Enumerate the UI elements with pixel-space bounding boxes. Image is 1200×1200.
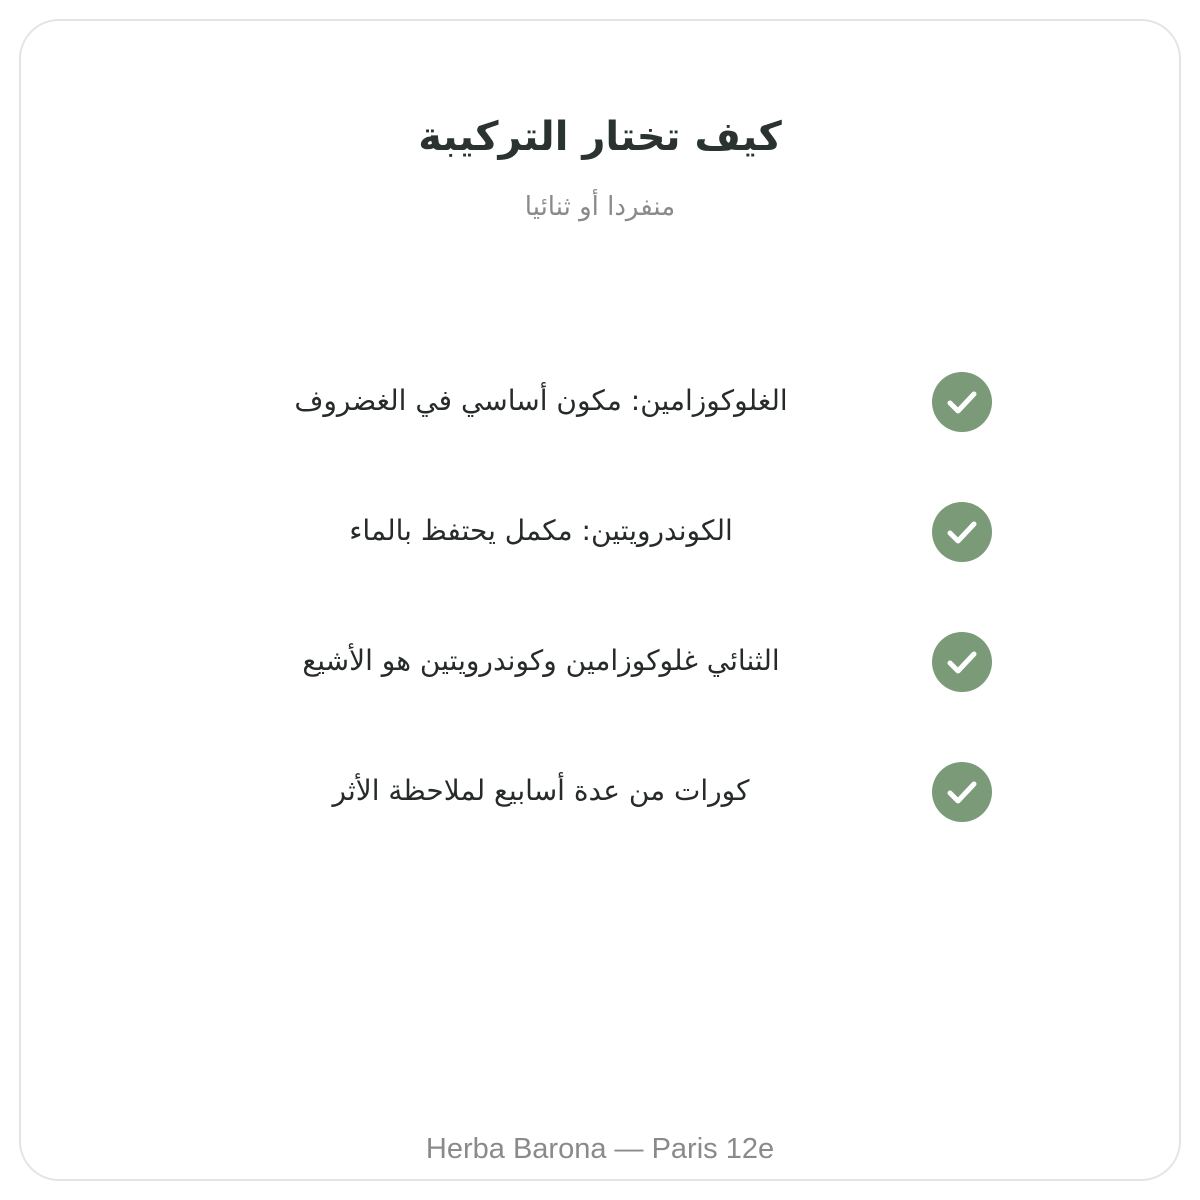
checklist-item — [21, 499, 1183, 563]
footer-brand: Herba Barona — Paris 12e — [425, 1133, 775, 1165]
content-card — [19, 19, 1181, 1181]
checklist-item-label: الكوندرويتين: مكمل يحتفظ بالماء — [349, 514, 733, 547]
check-circle-icon — [931, 761, 993, 823]
checklist-item-label: كورات من عدة أسابيع لملاحظة الأثر — [332, 774, 750, 807]
checklist-item — [21, 759, 1183, 823]
page-title: كيف تختار التركيبة — [418, 114, 782, 160]
checklist-item — [21, 369, 1183, 433]
check-circle-icon — [931, 631, 993, 693]
checklist-item-label: الغلوكوزامين: مكون أساسي في الغضروف — [294, 384, 788, 417]
check-circle-icon — [931, 371, 993, 433]
page-subtitle: منفردا أو ثنائيا — [524, 192, 676, 222]
checklist-item-label: الثنائي غلوكوزامين وكوندرويتين هو الأشيع — [302, 644, 780, 677]
checklist-item — [21, 629, 1183, 693]
check-circle-icon — [931, 501, 993, 563]
